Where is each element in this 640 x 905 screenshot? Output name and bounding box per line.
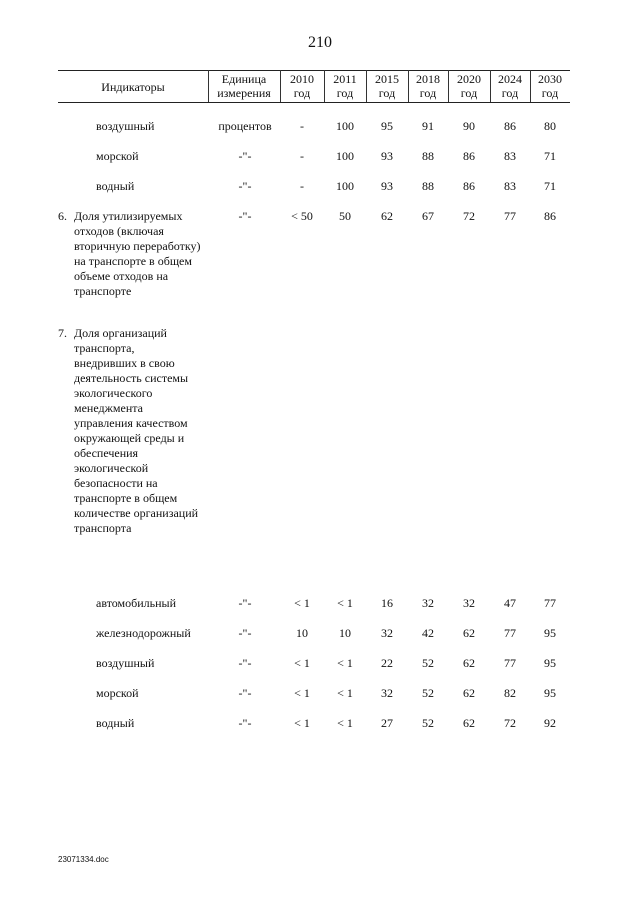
header-indicators: Индикаторы: [101, 80, 165, 94]
header-year-2030: [530, 72, 570, 100]
row-unit: -"-: [238, 209, 252, 223]
row-label: морской: [96, 149, 139, 163]
row-value-2024: 86: [504, 119, 516, 133]
footer-filename: 23071334.doc: [58, 855, 109, 864]
row-value-2015: 16: [381, 596, 393, 610]
header-year-value: 2020: [457, 72, 481, 86]
row-value-2015: 93: [381, 179, 393, 193]
row-value-2018: 42: [422, 626, 434, 640]
row-value-2011: 10: [339, 626, 351, 640]
row-value-2010: < 1: [294, 686, 310, 700]
row-value-2015: 22: [381, 656, 393, 670]
row-value-2018: 88: [422, 149, 434, 163]
row-value-2024: 47: [504, 596, 516, 610]
header-year-value: 2010: [290, 72, 314, 86]
header-year-value: 2011: [333, 72, 357, 86]
row-value-2020: 90: [463, 119, 475, 133]
row-label: Доля утилизируемых отходов (включая вторичную переработку) на транспорте в общем объеме отходов на транспорте: [74, 209, 201, 298]
header-year-suffix: год: [293, 86, 311, 100]
row-value-2015: 32: [381, 686, 393, 700]
header-year-2018: [408, 72, 448, 100]
row-label: водный: [96, 179, 135, 193]
row-value-2020: 72: [463, 209, 475, 223]
header-year-value: 2024: [498, 72, 522, 86]
row-value-2024: 72: [504, 716, 516, 730]
row-value-2011: < 1: [337, 656, 353, 670]
row-value-2030: 80: [544, 119, 556, 133]
row-label: водный: [96, 716, 135, 730]
row-label: железнодорожный: [96, 626, 191, 640]
row-value-2024: 77: [504, 626, 516, 640]
header-year-suffix: год: [541, 86, 559, 100]
row-label: Доля организаций транспорта, внедривших в свою деятельность системы экологического менеджмента управления качеством окружающей среды и обеспечения экологической безопасности на транспорте в общем количестве организаций транспорта: [74, 326, 199, 535]
row-value-2015: 62: [381, 209, 393, 223]
row-value-2010: < 1: [294, 656, 310, 670]
row-label: воздушный: [96, 656, 155, 670]
row-value-2018: 91: [422, 119, 434, 133]
row-value-2011: 100: [336, 149, 354, 163]
row-value-2010: -: [300, 119, 304, 133]
row-value-2018: 52: [422, 686, 434, 700]
row-value-2030: 71: [544, 149, 556, 163]
row-value-2020: 62: [463, 656, 475, 670]
row-value-2011: < 1: [337, 596, 353, 610]
row-value-2030: 77: [544, 596, 556, 610]
header-year-suffix: год: [336, 86, 354, 100]
row-value-2018: 88: [422, 179, 434, 193]
row-value-2020: 86: [463, 149, 475, 163]
header-year-value: 2030: [538, 72, 562, 86]
row-value-2020: 32: [463, 596, 475, 610]
row-value-2030: 95: [544, 656, 556, 670]
header-bottom-rule: [58, 102, 570, 103]
row-value-2018: 67: [422, 209, 434, 223]
header-year-suffix: год: [501, 86, 519, 100]
row-unit: -"-: [238, 656, 252, 670]
row-unit: -"-: [238, 716, 252, 730]
row-value-2024: 83: [504, 179, 516, 193]
row-unit: -"-: [238, 179, 252, 193]
row-value-2010: 10: [296, 626, 308, 640]
row-value-2024: 82: [504, 686, 516, 700]
row-value-2010: -: [300, 149, 304, 163]
header-year-2024: [490, 72, 530, 100]
row-value-2011: 100: [336, 119, 354, 133]
row-value-2020: 86: [463, 179, 475, 193]
row-number: 6.: [58, 209, 67, 223]
row-label: автомобильный: [96, 596, 177, 610]
row-unit: -"-: [238, 149, 252, 163]
row-value-2011: < 1: [337, 716, 353, 730]
row-value-2015: 27: [381, 716, 393, 730]
header-year-value: 2018: [416, 72, 440, 86]
header-unit: Единица измерения: [217, 72, 271, 100]
row-value-2020: 62: [463, 686, 475, 700]
row-value-2024: 77: [504, 656, 516, 670]
row-unit: -"-: [238, 596, 252, 610]
page-number: 210: [308, 34, 332, 51]
row-value-2011: < 1: [337, 686, 353, 700]
row-label: воздушный: [96, 119, 155, 133]
row-value-2011: 100: [336, 179, 354, 193]
row-value-2020: 62: [463, 716, 475, 730]
row-unit: процентов: [218, 119, 272, 133]
row-number: 7.: [58, 326, 67, 340]
row-value-2024: 83: [504, 149, 516, 163]
row-value-2030: 71: [544, 179, 556, 193]
row-value-2020: 62: [463, 626, 475, 640]
header-year-2015: [366, 72, 408, 100]
row-value-2030: 95: [544, 686, 556, 700]
row-value-2011: 50: [339, 209, 351, 223]
header-top-rule: [58, 70, 570, 71]
row-value-2010: < 1: [294, 596, 310, 610]
header-year-value: 2015: [375, 72, 399, 86]
row-value-2030: 86: [544, 209, 556, 223]
row-value-2010: < 50: [291, 209, 313, 223]
header-year-2020: [448, 72, 490, 100]
row-value-2010: -: [300, 179, 304, 193]
row-label: морской: [96, 686, 139, 700]
row-value-2015: 95: [381, 119, 393, 133]
row-value-2030: 92: [544, 716, 556, 730]
row-unit: -"-: [238, 626, 252, 640]
row-unit: -"-: [238, 686, 252, 700]
row-value-2018: 32: [422, 596, 434, 610]
row-value-2010: < 1: [294, 716, 310, 730]
header-year-suffix: год: [460, 86, 478, 100]
header-year-suffix: год: [419, 86, 437, 100]
row-value-2030: 95: [544, 626, 556, 640]
header-year-2011: [324, 72, 366, 100]
row-value-2018: 52: [422, 716, 434, 730]
header-year-2010: [280, 72, 324, 100]
row-value-2024: 77: [504, 209, 516, 223]
row-value-2015: 32: [381, 626, 393, 640]
row-value-2018: 52: [422, 656, 434, 670]
header-year-suffix: год: [378, 86, 396, 100]
row-value-2015: 93: [381, 149, 393, 163]
